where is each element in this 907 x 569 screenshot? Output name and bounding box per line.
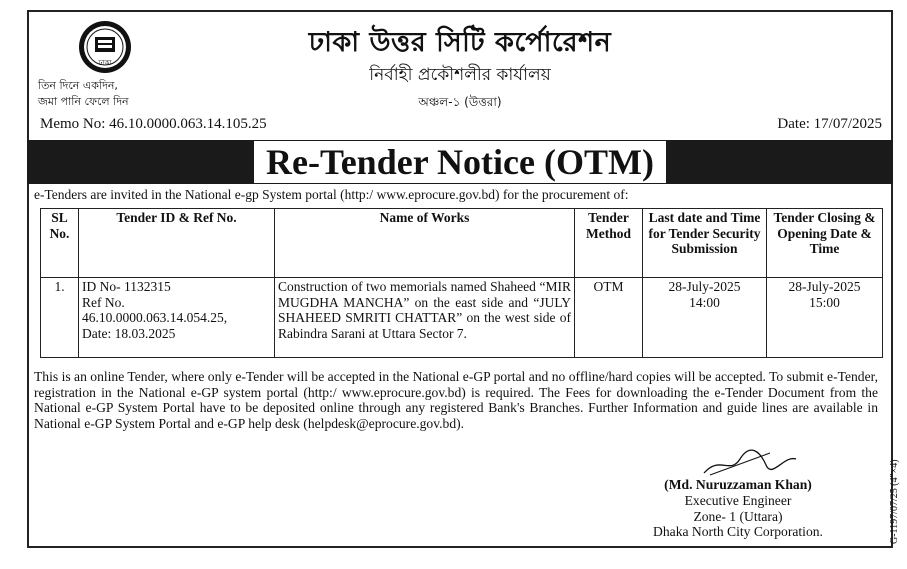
column-header: Last date and Time for Tender Security Submission <box>643 209 767 278</box>
memo-number: Memo No: 46.10.0000.063.14.105.25 <box>40 116 267 132</box>
tender-id-cell <box>79 278 275 358</box>
ref-date: Date: 18.03.2025 <box>82 325 176 341</box>
ref-label: Ref No. <box>82 294 125 310</box>
slogan-line: জমা পানি ফেলে দিন <box>38 95 129 108</box>
tender-id: ID No- 1132315 <box>82 279 171 294</box>
signer-title: Executive Engineer <box>684 492 792 508</box>
column-header: Tender Closing & Opening Date & Time <box>767 209 883 278</box>
slogan-line: তিন দিনে একদিন, <box>38 79 118 92</box>
tender-table <box>40 208 883 358</box>
terms-paragraph: This is an online Tender, where only e-Tender will be accepted in the National e-GP portal and no offline/hard copies will be accepted. To submit e-Tender, registration in the National e-GP system portal (http:/ www.eprocure.gov.bd) is required. The Fees for downloading the e-Tender Document from the National e-GP System Portal have to be deposited online through any registered Bank's Branches. Further Information and guide lines are available in National e-GP System Portal and e-GP help desk (helpdesk@eprocure.gov.bd). <box>34 369 878 431</box>
closing-cell <box>767 278 883 358</box>
column-header: SL No. <box>41 209 79 278</box>
column-header: Name of Works <box>275 209 575 278</box>
works-cell: Construction of two memorials named Shaheed “MIR MUGDHA MANCHA” on the east side and “JULY SHAHEED SMRITI CHATTAR” on the west side of Rabindra Sarani at Uttara Sector 7. <box>275 278 575 358</box>
security-time: 14:00 <box>689 294 720 310</box>
signer-name: (Md. Nuruzzaman Khan) <box>664 477 812 492</box>
slogan <box>38 78 129 110</box>
signer-block <box>640 477 836 540</box>
signer-zone: Zone- 1 (Uttara) <box>693 508 783 524</box>
side-code: G-1197/07/25 (4"×4) <box>889 459 900 544</box>
column-header: Tender ID & Ref No. <box>79 209 275 278</box>
organization-title: ঢাকা উত্তর সিটি কর্পোরেশন <box>308 27 612 58</box>
column-header: Tender Method <box>575 209 643 278</box>
title-banner <box>27 140 893 184</box>
closing-time: 15:00 <box>809 294 840 310</box>
intro-text: e-Tenders are invited in the National e-gp System portal (http:/ www.eprocure.gov.bd) for the procurement of: <box>34 187 629 202</box>
table-header-row <box>41 209 883 278</box>
ref-number: 46.10.0000.063.14.054.25, <box>82 310 228 325</box>
method-cell: OTM <box>575 278 643 358</box>
sl-cell: 1. <box>41 278 79 358</box>
notice-title: Re-Tender Notice (OTM) <box>254 141 666 183</box>
dncc-logo <box>78 20 132 74</box>
table-row <box>41 278 883 358</box>
notice-date: Date: 17/07/2025 <box>777 116 882 132</box>
security-cell <box>643 278 767 358</box>
svg-text:ঢাকা: ঢাকা <box>98 59 112 67</box>
zone-name: অঞ্চল-১ (উত্তরা) <box>418 95 502 109</box>
signature <box>700 445 800 479</box>
office-name: নির্বাহী প্রকৌশলীর কার্যালয় <box>369 65 551 85</box>
signer-org: Dhaka North City Corporation. <box>653 524 823 540</box>
closing-date: 28-July-2025 <box>788 279 861 294</box>
security-date: 28-July-2025 <box>668 279 741 294</box>
